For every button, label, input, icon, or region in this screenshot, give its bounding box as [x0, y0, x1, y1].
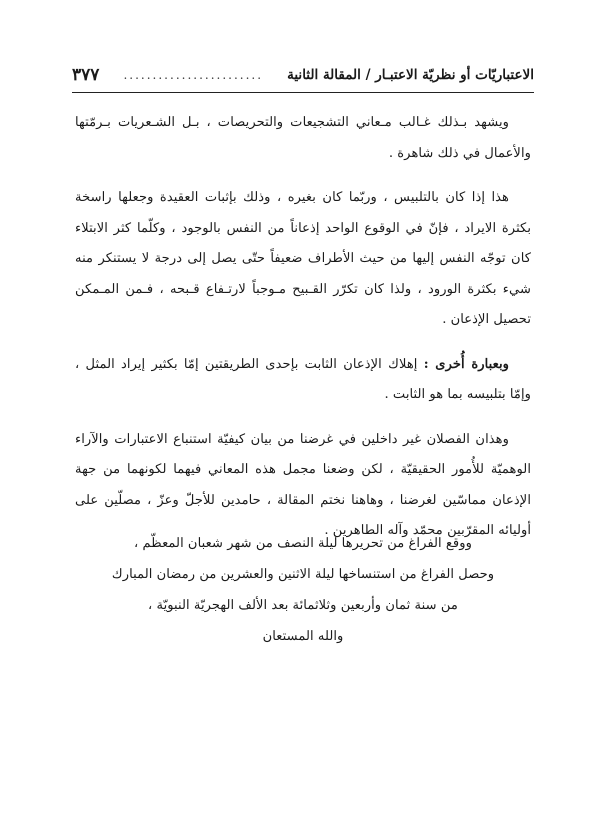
- colophon-line: وحصل الفراغ من استنساخها ليلة الاثنين والعشرين من رمضان المبارك: [111, 567, 495, 582]
- paragraph: [75, 183, 531, 336]
- body-text: [75, 108, 531, 561]
- paragraph-lead: وبعبارة أُخرى :: [423, 356, 509, 372]
- paragraph-text: إهلاك الإذعان الثابت بإحدى الطريقتين إمّا بكثير إيراد المثل ، وإمّا بتلبيسه بما هو الثابت .: [75, 356, 531, 402]
- paragraph: [75, 350, 531, 411]
- colophon: [60, 528, 546, 652]
- page-header: [72, 62, 534, 88]
- colophon-line: ووقع الفراغ من تحريرها ليلة النصف من شهر شعبان المعظّم ،: [134, 536, 472, 551]
- paragraph-text: وهذان الفصلان غير داخلين في غرضنا من بيان كيفيّة استنباع الاعتبارات والآراء الوهميّة للأُمور الحقيقيّة ، لكن وضعنا مجمل هذه المعاني فيهما لكونهما من جهة الإذعان مماسّين لغرضنا ، وهاهنا نختم المقالة ، حامدين للأجلّ وعزّ ، مصلّين على أوليائه المقرّبين محمّد وآله الطاهرين .: [75, 431, 531, 538]
- colophon-line: والله المستعان: [262, 629, 344, 644]
- paragraph-text: هذا إذا كان بالتلبيس ، وربّما كان بغيره ، وذلك بإثبات العقيدة وجعلها راسخة بكثرة الايراد ، فإنّ في الوقوع الواحد إذعاناً من النفس بالوجود ، وكلّما كثر الابتلاء كان توجّه النفس إليها من حيث الأطراف ضعيفاً حتّى يصل إلى درجة لا يستنكر منه شيء بكثرة الورود ، ولذا كان تكرّر القـبيح مـوجباً لارتـفاع قـبحه ، فـمن المـمكن تحصيل الإذعان .: [75, 190, 531, 327]
- header-leader-dots: ........................: [123, 68, 264, 82]
- header-rule: [72, 92, 534, 93]
- colophon-line: من سنة ثمان وأربعين وثلاثمائة بعد الألف الهجريّة النبويّة ،: [148, 598, 458, 613]
- paragraph: [75, 108, 531, 169]
- running-title: الاعتباريّات أو نظريّة الاعتبـار / المقالة الثانية: [287, 67, 534, 83]
- page-number: ٣٧٧: [72, 65, 100, 85]
- paragraph-text: ويشهد بـذلك غـالب مـعاني التشجيعات والتحريصات ، بـل الشـعريات بـرمّتها والأعمال في ذلك شاهرة .: [75, 115, 531, 161]
